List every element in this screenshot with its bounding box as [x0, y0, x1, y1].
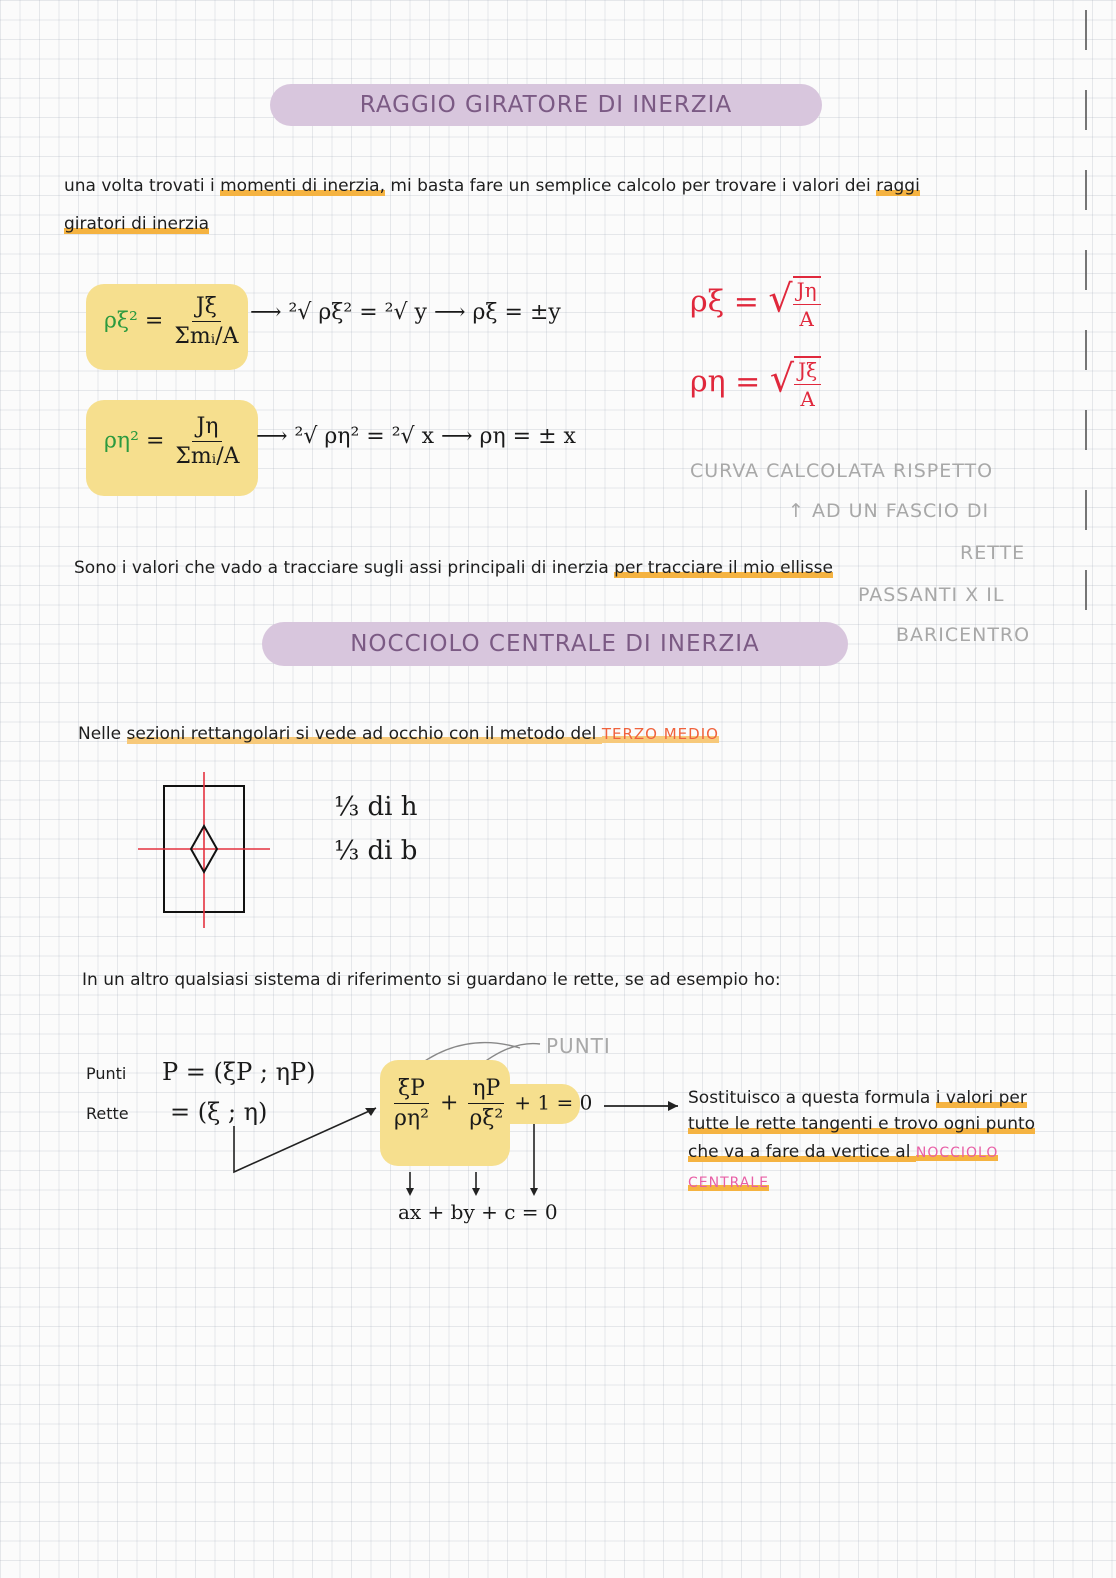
- sentence-sistema: In un altro qualsiasi sistema di riferimento si guardano le rette, se ad esempio ho:: [82, 970, 781, 990]
- rho-eta-squared: ρη²: [104, 428, 139, 454]
- points-value: P = (ξP ; ηP): [162, 1058, 316, 1086]
- punti-note: PUNTI: [546, 1034, 611, 1058]
- section-title-raggio: [270, 84, 822, 126]
- equals-sign: =: [145, 428, 165, 454]
- red-lhs-2: ρη =: [690, 364, 761, 400]
- arrow-icon: ⟶: [250, 300, 282, 325]
- red-fraction-1: [793, 276, 821, 331]
- fraction-num: Jη: [192, 414, 222, 442]
- final-note-line-2: tutte le rette tangenti e trovo ogni punto: [688, 1114, 1036, 1134]
- intro-text-1: una volta trovati i: [64, 176, 221, 196]
- fraction-num: Jξ: [192, 294, 221, 322]
- lines-value: = (ξ ; η): [170, 1098, 268, 1126]
- sentence-terzo-text: Nelle: [78, 724, 127, 744]
- intro-highlight-1: momenti di inerzia,: [220, 176, 386, 196]
- red-lhs-1: ρξ =: [690, 284, 759, 320]
- formula-nocciolo: [390, 1076, 592, 1131]
- final-note-text-3: che va a fare da vertice al: [688, 1142, 916, 1162]
- fraction-num: Jη: [793, 278, 821, 305]
- final-note-highlight-1: i valori per: [935, 1088, 1027, 1108]
- sqrt-icon: √: [769, 356, 795, 401]
- sentence-terzo-highlight: sezioni rettangolari si vede ad occhio con il metodo del: [126, 724, 602, 744]
- fraction-den: ρη²: [394, 1106, 429, 1131]
- plus-sign: +: [439, 1090, 459, 1116]
- formula-row-1-rest: [250, 300, 561, 325]
- final-note-line-4: [688, 1172, 769, 1192]
- intro-highlight-2a: raggi: [876, 176, 920, 196]
- final-note-line-3: [688, 1142, 998, 1162]
- red-formula-1: [690, 276, 821, 331]
- sqrt-icon: √: [768, 276, 793, 321]
- side-note-2: ↑ AD UN FASCIO DI: [788, 500, 990, 522]
- fraction-j-eta: [171, 414, 243, 469]
- formula-tail: + 1 = 0: [514, 1090, 593, 1115]
- formula-right-arrowhead: [668, 1101, 678, 1111]
- lines-label: Rette: [86, 1104, 129, 1123]
- formula-row-2: [104, 414, 244, 469]
- section-title-raggio-text: RAGGIO GIRATORE DI INERZIA: [359, 92, 733, 118]
- arrow-icon: ⟶: [440, 424, 473, 449]
- intro-highlight-2b: giratori di inerzia: [64, 214, 210, 234]
- final-note-text-1: Sostituisco a questa formula: [688, 1088, 936, 1108]
- fraction-num: Jξ: [794, 358, 821, 385]
- linear-equation: ax + by + c = 0: [398, 1200, 558, 1224]
- third-of-h: ⅓ di h: [334, 792, 418, 822]
- side-note-3: RETTE: [960, 542, 1026, 564]
- binder-marks: [1080, 0, 1100, 680]
- section-title-nocciolo-text: NOCCIOLO CENTRALE DI INERZIA: [350, 631, 760, 657]
- root-expression-2: ²√ ρη² = ²√ x: [294, 424, 434, 449]
- fraction-j-xi: [170, 294, 242, 349]
- points-label: Punti: [86, 1064, 127, 1083]
- fraction-num: ηP: [468, 1076, 504, 1104]
- fraction-den: Σmᵢ/A: [174, 324, 239, 349]
- fraction-den: A: [800, 387, 815, 411]
- connector-line: [234, 1108, 376, 1172]
- side-note-1: CURVA CALCOLATA RISPETTO: [690, 460, 994, 482]
- intro-line-2: [64, 214, 209, 234]
- result-1: ρξ = ±y: [472, 300, 561, 325]
- formula-row-2-rest: [256, 424, 576, 449]
- centrale-label: CENTRALE: [688, 1175, 770, 1191]
- side-note-5: BARICENTRO: [896, 624, 1031, 646]
- down-arrows: [396, 1124, 556, 1200]
- fraction-den: A: [799, 307, 814, 331]
- arrow-icon: ⟶: [256, 424, 288, 449]
- sentence-terzo-medio: [78, 724, 719, 744]
- intro-text-2: mi basta fare un semplice calcolo per trovare i valori dei: [385, 176, 877, 196]
- sentence-ellisse-highlight: per tracciare il mio ellisse: [614, 558, 833, 578]
- rho-xi-squared: ρξ²: [104, 308, 138, 334]
- rectangle-diagram: [130, 768, 280, 932]
- intro-line-1: [64, 176, 920, 196]
- third-of-b: ⅓ di b: [334, 836, 418, 866]
- red-formula-2: [690, 356, 821, 411]
- red-fraction-2: [794, 356, 821, 411]
- arrow-icon: ⟶: [433, 300, 466, 325]
- fraction-xi-p: [390, 1076, 433, 1131]
- formula-row-1: [104, 294, 242, 349]
- sentence-ellisse: [74, 558, 833, 578]
- fraction-den: ρξ²: [469, 1106, 504, 1131]
- nocciolo-label: NOCCIOLO: [915, 1145, 999, 1161]
- fraction-den: Σmᵢ/A: [175, 444, 240, 469]
- equals-sign: =: [144, 308, 164, 334]
- side-note-4: PASSANTI X IL: [858, 584, 1005, 606]
- final-note-line-1: [688, 1088, 1027, 1108]
- fraction-eta-p: [465, 1076, 507, 1131]
- fraction-num: ξP: [394, 1076, 429, 1104]
- root-expression-1: ²√ ρξ² = ²√ y: [288, 300, 427, 325]
- result-2: ρη = ± x: [479, 424, 576, 449]
- section-title-nocciolo: [262, 622, 848, 666]
- terzo-medio-label: TERZO MEDIO: [601, 725, 719, 743]
- sentence-ellisse-text: Sono i valori che vado a tracciare sugli assi principali di inerzia: [74, 558, 615, 578]
